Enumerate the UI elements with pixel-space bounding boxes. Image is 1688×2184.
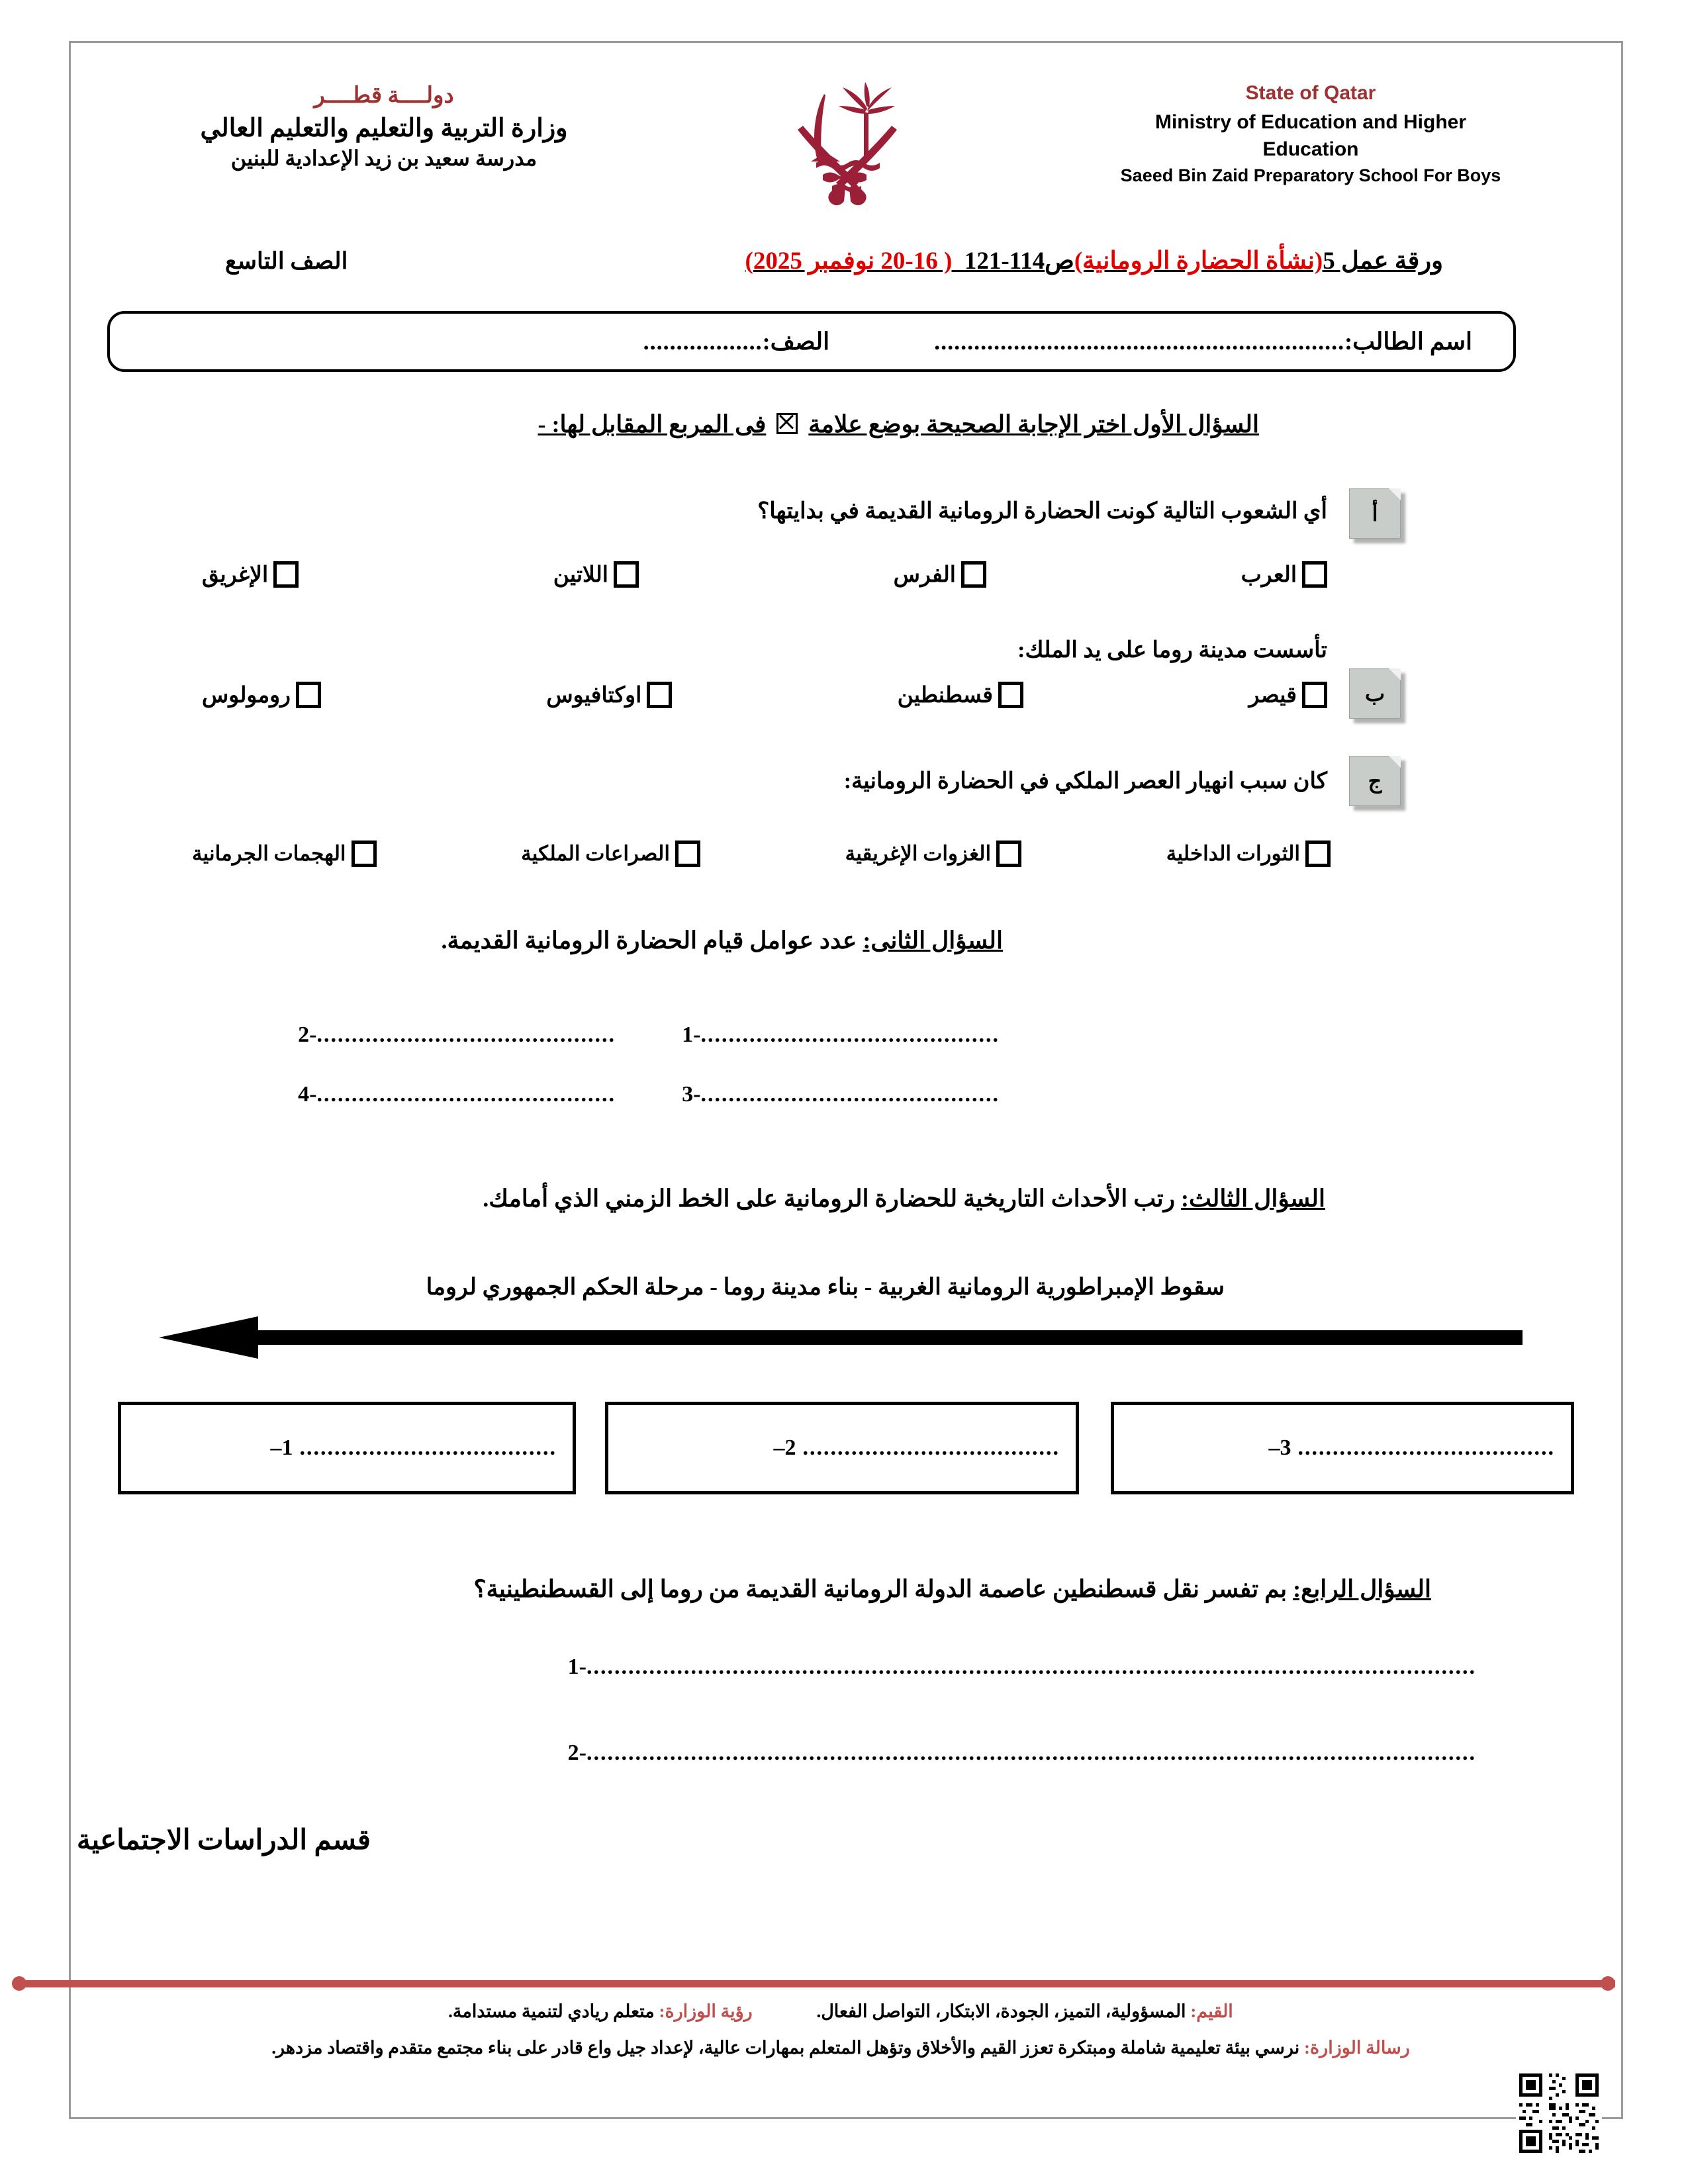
header-country-en: State of Qatar xyxy=(1245,82,1376,104)
part-tab-b xyxy=(1349,668,1401,719)
question-1c-stem: كان سبب انهيار العصر الملكي في الحضارة الرومانية: xyxy=(843,769,1327,794)
worksheet-title xyxy=(745,246,1443,275)
question-2-answer-4[interactable] xyxy=(298,1082,616,1107)
question-4-text: بم تفسر نقل قسطنطين عاصمة الدولة الرومانية القديمة من روما إلى القسطنطينية؟ xyxy=(473,1576,1288,1602)
checkbox-icon[interactable] xyxy=(961,561,986,588)
timeline-dots[interactable]: ..................................... xyxy=(802,1435,1060,1460)
option-1a-3[interactable] xyxy=(553,561,639,588)
answer-number: -1 xyxy=(567,1655,586,1679)
title-dates: ( 16-20 نوفمبر 2025) xyxy=(745,248,953,275)
grade-label: الصف التاسع xyxy=(225,248,348,274)
student-name-field[interactable] xyxy=(934,328,1491,355)
question-2-answer-2[interactable] xyxy=(298,1023,616,1048)
option-label: الفرس xyxy=(893,563,956,587)
option-1c-4[interactable] xyxy=(192,841,377,867)
footer-divider xyxy=(13,1980,1615,1987)
student-info-box xyxy=(107,311,1516,372)
header-country-ar: دولــــة قطــــر xyxy=(314,83,454,108)
answer-number: -1 xyxy=(682,1023,701,1047)
timeline-box-1[interactable] xyxy=(118,1402,576,1494)
department-label: قسم الدراسات الاجتماعية xyxy=(76,1825,371,1856)
part-tab-a xyxy=(1349,488,1401,539)
timeline-dots[interactable]: ..................................... xyxy=(299,1435,557,1460)
timeline-events-list: سقوط الإمبراطورية الرومانية الغربية - بناء مدينة روما - مرحلة الحكم الجمهوري لروما xyxy=(426,1274,1225,1300)
student-class-field[interactable] xyxy=(643,328,848,355)
option-label: قيصر xyxy=(1248,684,1297,707)
question-4-answer-2[interactable] xyxy=(568,1741,1476,1766)
checked-box-icon xyxy=(776,413,798,434)
option-label: الغزوات الإغريقية xyxy=(845,842,992,865)
question-1b-stem: تأسست مدينة روما على يد الملك: xyxy=(1017,638,1327,662)
option-1b-4[interactable] xyxy=(202,682,321,708)
footer-mission-row xyxy=(199,2035,1483,2061)
timeline-box-number: 1– xyxy=(270,1435,293,1460)
option-1a-2[interactable] xyxy=(894,561,986,588)
checkbox-icon[interactable] xyxy=(1302,682,1327,708)
header-ministry-line2-en: Education xyxy=(1262,138,1359,161)
checkbox-icon[interactable] xyxy=(1302,561,1327,588)
checkbox-icon[interactable] xyxy=(1305,841,1331,867)
option-label: الثورات الداخلية xyxy=(1166,842,1300,865)
footer-mission-text: نرسي بيئة تعليمية شاملة ومبتكرة تعزز القيم والأخلاق وتؤهل المتعلم بمهارات عالية، لإعداد جيل واع قادر على بناء مجتمع متقدم واقتصاد مزدهر. xyxy=(271,2038,1300,2058)
checkbox-icon[interactable] xyxy=(352,841,377,867)
question-1a-options xyxy=(202,561,1327,588)
timeline-box-3[interactable] xyxy=(1111,1402,1574,1494)
part-tab-c-label: ج xyxy=(1368,769,1382,793)
option-label: الهجمات الجرمانية xyxy=(192,842,346,865)
checkbox-icon[interactable] xyxy=(675,841,700,867)
question-2-label: السؤال الثانى: xyxy=(863,927,1003,954)
student-class-input[interactable]: .................. xyxy=(643,328,763,355)
option-label: قسطنطين xyxy=(897,684,994,707)
timeline-arrow xyxy=(159,1314,1523,1360)
student-class-label: الصف: xyxy=(762,328,830,355)
qr-code-icon xyxy=(1516,2070,1602,2156)
header-arabic-block xyxy=(93,78,675,172)
footer-mission-label: رسالة الوزارة: xyxy=(1304,2038,1410,2058)
answer-dots[interactable]: ........................................... xyxy=(700,1023,1000,1047)
footer-values-label: القيم: xyxy=(1190,2001,1233,2021)
header-ministry-line1-en: Ministry of Education and Higher xyxy=(1154,111,1467,133)
checkbox-icon[interactable] xyxy=(296,682,321,708)
footer-values-text: المسؤولية، التميز، الجودة، الابتكار، التواصل الفعال. xyxy=(816,2001,1186,2021)
document-header xyxy=(93,78,1602,210)
answer-dots[interactable]: ........................................... xyxy=(316,1023,616,1047)
checkbox-icon[interactable] xyxy=(647,682,672,708)
header-ministry-ar: وزارة التربية والتعليم والتعليم العالي xyxy=(200,114,568,142)
timeline-box-number: 2– xyxy=(773,1435,796,1460)
question-4-label: السؤال الرابع: xyxy=(1293,1576,1431,1602)
answer-number: -2 xyxy=(298,1023,317,1047)
header-school-ar: مدرسة سعيد بن زيد الإعدادية للبنين xyxy=(230,146,538,170)
worksheet-title-row xyxy=(225,246,1443,275)
student-name-input[interactable]: .............................................................. xyxy=(934,328,1345,355)
arrow-shaft xyxy=(255,1330,1523,1345)
checkbox-icon[interactable] xyxy=(998,682,1023,708)
question-1a-stem: أي الشعوب التالية كونت الحضارة الرومانية القديمة في بدايتها؟ xyxy=(757,499,1327,523)
option-1c-1[interactable] xyxy=(1166,841,1331,867)
question-3-heading xyxy=(483,1185,1325,1212)
option-1b-1[interactable] xyxy=(1248,682,1327,708)
checkbox-icon[interactable] xyxy=(614,561,639,588)
timeline-box-2[interactable] xyxy=(605,1402,1079,1494)
answer-number: -3 xyxy=(682,1082,701,1107)
question-3-label: السؤال الثالث: xyxy=(1181,1185,1325,1212)
option-label: رومولوس xyxy=(202,684,291,707)
answer-dots[interactable]: ........................................... xyxy=(316,1082,616,1107)
header-school-en: Saeed Bin Zaid Preparatory School For Boys xyxy=(1120,165,1501,185)
answer-number: -2 xyxy=(567,1741,586,1765)
footer-vision-text: متعلم ريادي لتنمية مستدامة. xyxy=(448,2001,655,2021)
answer-number: -4 xyxy=(298,1082,317,1107)
option-1c-3[interactable] xyxy=(521,841,700,867)
question-1b-options xyxy=(202,682,1327,708)
option-label: اوكتافيوس xyxy=(546,684,642,707)
answer-dots[interactable]: ................................................................................................................................ xyxy=(586,1741,1476,1765)
option-label: الصراعات الملكية xyxy=(521,842,670,865)
question-2-heading xyxy=(441,927,1003,954)
option-1b-2[interactable] xyxy=(898,682,1023,708)
option-label: العرب xyxy=(1241,563,1297,587)
part-tab-b-label: ب xyxy=(1364,682,1385,705)
answer-dots[interactable]: ................................................................................................................................ xyxy=(586,1655,1476,1679)
question-2-answer-3[interactable] xyxy=(682,1082,1000,1107)
title-pages: ص114-121 xyxy=(964,248,1074,275)
question-1-heading xyxy=(538,410,1260,438)
question-1c-options xyxy=(192,841,1331,867)
option-label: اللاتين xyxy=(553,563,608,587)
part-tab-a-label: أ xyxy=(1372,502,1378,525)
timeline-dots[interactable]: ..................................... xyxy=(1297,1435,1555,1460)
question-3-text: رتب الأحداث التاريخية للحضارة الرومانية على الخط الزمني الذي أمامك. xyxy=(483,1185,1176,1212)
footer-values xyxy=(816,1999,1233,2025)
footer-vision-values-row xyxy=(218,1999,1463,2025)
question-2-text: عدد عوامل قيام الحضارة الرومانية القديمة. xyxy=(441,927,857,954)
question-1-heading-after: فى المربع المقابل لها: - xyxy=(538,411,767,437)
title-prefix: ورقة عمل 5 xyxy=(1323,248,1443,275)
question-1-heading-before: السؤال الأول اختر الإجابة الصحيحة بوضع علامة xyxy=(808,411,1259,437)
student-name-label: اسم الطالب: xyxy=(1344,328,1472,355)
option-1c-2[interactable] xyxy=(845,841,1022,867)
qatar-emblem-icon xyxy=(771,78,923,210)
title-topic: (نشأة الحضارة الرومانية) xyxy=(1074,248,1323,275)
checkbox-icon[interactable] xyxy=(273,561,299,588)
option-1a-4[interactable] xyxy=(202,561,299,588)
footer-vision xyxy=(448,1999,753,2025)
arrow-head-icon xyxy=(159,1316,258,1359)
answer-dots[interactable]: ........................................... xyxy=(700,1082,1000,1107)
question-4-answer-1[interactable] xyxy=(568,1655,1476,1680)
timeline-box-number: 3– xyxy=(1268,1435,1291,1460)
header-english-block xyxy=(1019,78,1602,188)
checkbox-icon[interactable] xyxy=(996,841,1021,867)
part-tab-c xyxy=(1349,756,1401,806)
option-1b-3[interactable] xyxy=(546,682,672,708)
question-4-heading xyxy=(474,1575,1431,1603)
option-label: الإغريق xyxy=(202,563,269,587)
question-2-answer-1[interactable] xyxy=(682,1023,1000,1048)
option-1a-1[interactable] xyxy=(1241,561,1327,588)
footer-vision-label: رؤية الوزارة: xyxy=(659,2001,753,2021)
